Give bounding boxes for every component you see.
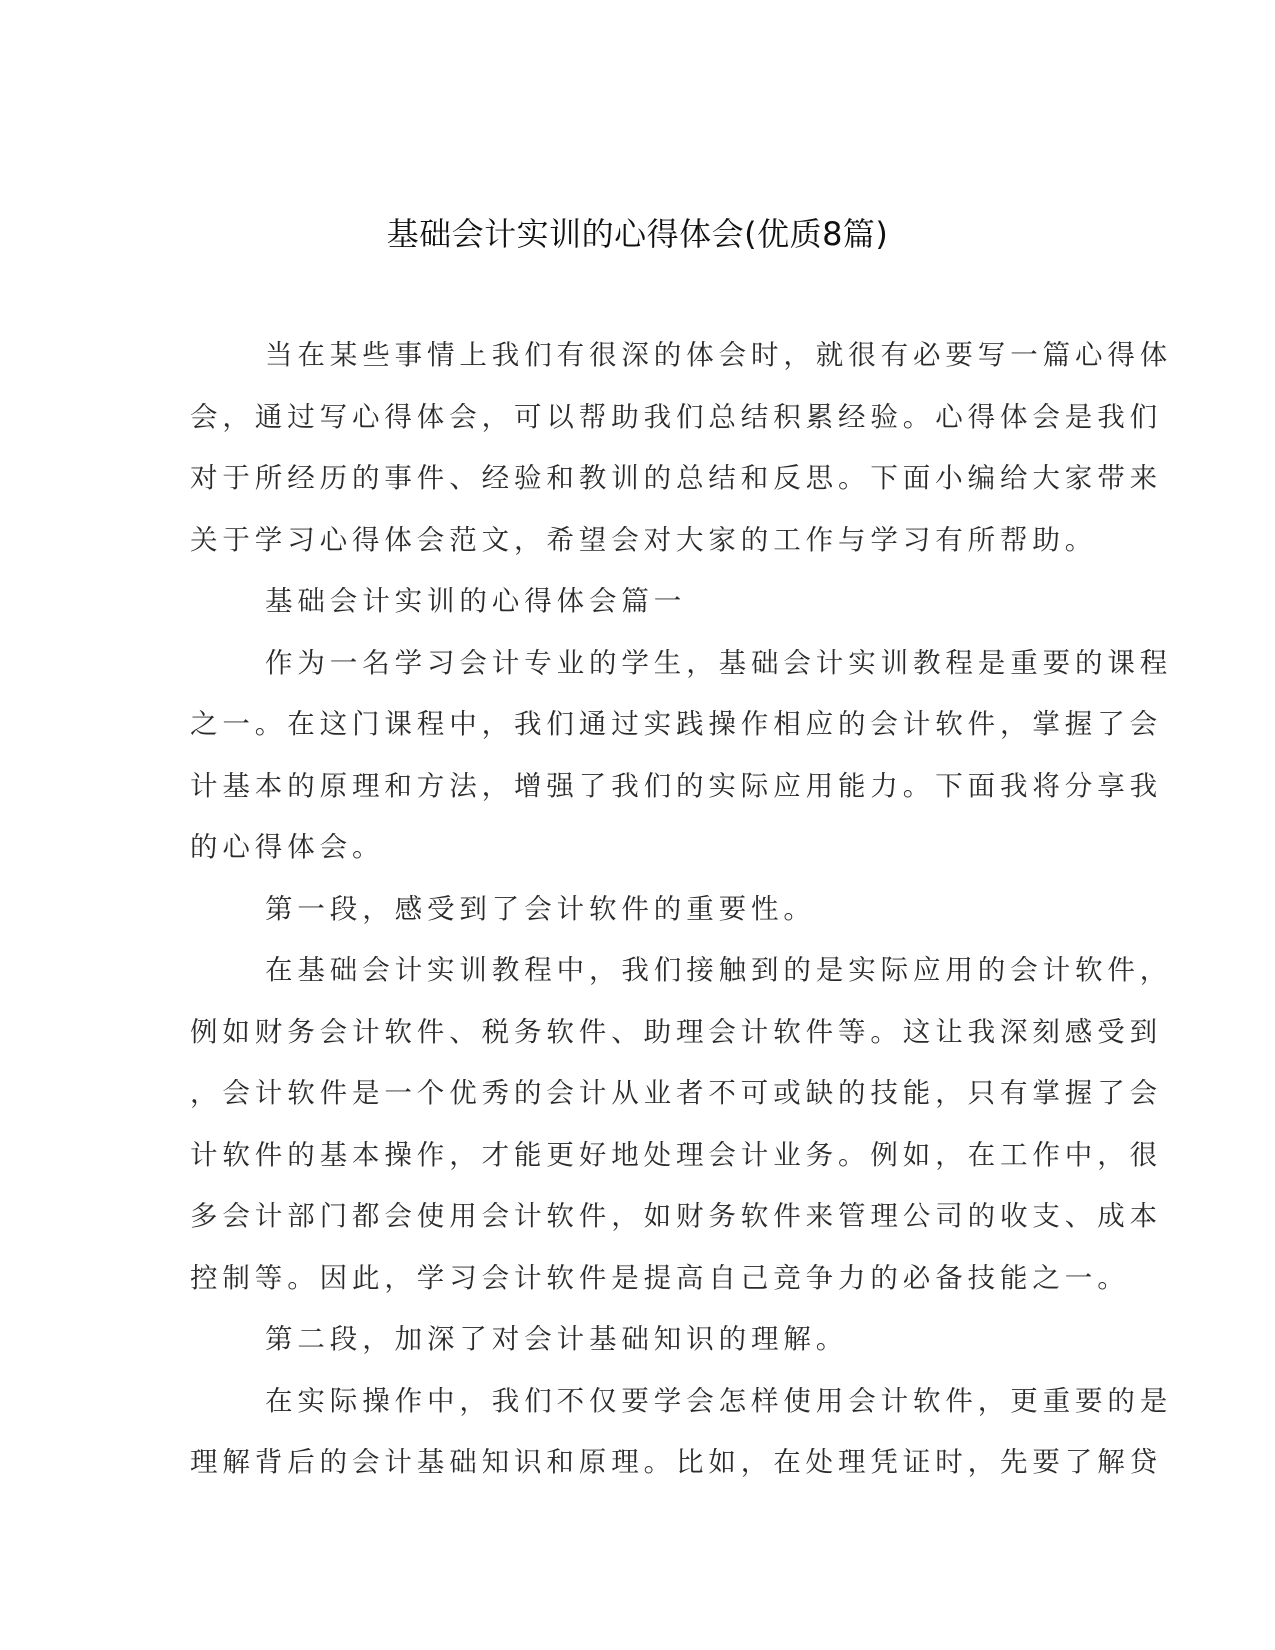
paragraph-line: 之一。在这门课程中，我们通过实践操作相应的会计软件，掌握了会: [190, 708, 1162, 740]
paragraph-line: 在实际操作中，我们不仅要学会怎样使用会计软件，更重要的是: [265, 1384, 1173, 1417]
paragraph-line: ，会计软件是一个优秀的会计从业者不可或缺的技能，只有掌握了会: [190, 1077, 1162, 1109]
paragraph-line: 关于学习心得体会范文，希望会对大家的工作与学习有所帮助。: [190, 523, 1098, 556]
paragraph-line: 对于所经历的事件、经验和教训的总结和反思。下面小编给大家带来: [190, 462, 1162, 494]
section-heading: 基础会计实训的心得体会篇一: [265, 585, 687, 617]
paragraph-line: 理解背后的会计基础知识和原理。比如，在处理凭证时，先要了解贷: [190, 1446, 1162, 1478]
paragraph-line: 的心得体会。: [190, 831, 385, 863]
paragraph-line: 计基本的原理和方法，增强了我们的实际应用能力。下面我将分享我: [190, 769, 1162, 802]
paragraph-line: 控制等。因此，学习会计软件是提高自己竞争力的必备技能之一。: [190, 1261, 1130, 1294]
paragraph-line: 计软件的基本操作，才能更好地处理会计业务。例如，在工作中，很: [190, 1138, 1162, 1171]
paragraph-line: 在基础会计实训教程中，我们接触到的是实际应用的会计软件，: [265, 954, 1173, 986]
paragraph-line: 例如财务会计软件、税务软件、助理会计软件等。这让我深刻感受到: [190, 1015, 1162, 1048]
paragraph-line: 第一段，感受到了会计软件的重要性。: [265, 892, 816, 925]
paragraph-line: 会，通过写心得体会，可以帮助我们总结积累经验。心得体会是我们: [190, 400, 1162, 433]
paragraph-line: 作为一名学习会计专业的学生，基础会计实训教程是重要的课程: [265, 646, 1173, 679]
paragraph-line: 第二段，加深了对会计基础知识的理解。: [265, 1323, 849, 1355]
document-title: 基础会计实训的心得体会(优质8篇): [386, 215, 889, 253]
paragraph-line: 当在某些事情上我们有很深的体会时，就很有必要写一篇心得体: [265, 339, 1173, 371]
paragraph-line: 多会计部门都会使用会计软件，如财务软件来管理公司的收支、成本: [190, 1200, 1162, 1232]
document-body: [190, 325, 1173, 1494]
